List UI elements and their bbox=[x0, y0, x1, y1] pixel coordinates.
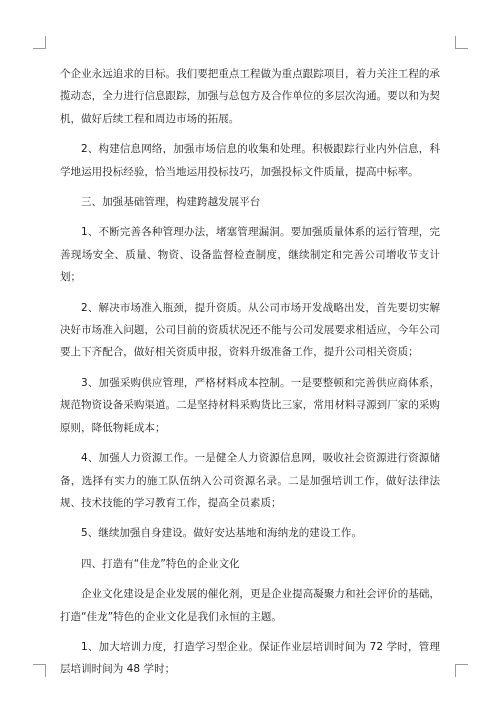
paragraph-item: 1、不断完善各种管理办法，堵塞管理漏洞。要加强质量体系的运行管理，完善现场安全、质量、物资、设备监督检查制度，继续制定和完善公司增收节支计划； bbox=[60, 226, 440, 284]
paragraph-item: 4、加强人力资源工作。一是健全人力资源信息网，吸收社会资源进行资源储备，选择有实力的施工队伍纳入公司资源名录。二是加强培训工作，做好法律法规、技术技能的学习教育工作，提高全员素质； bbox=[60, 452, 440, 509]
paragraph-item: 3、加强采购供应管理，严格材料成本控制。一是要整顿和完善供应商体系，规范物资设备采购渠道。二是坚持材料采购货比三家，常用材料寻源到厂家的采购原则，降低物耗成本； bbox=[60, 376, 440, 434]
paragraph-item: 2、解决市场准入瓶颈，提升资质。从公司市场开发战略出发，首先要切实解决好市场准入问题，公司目前的资质状况还不能与公司发展要求相适应，今年公司要上下齐配合，做好相关资质申报，资料升级准备工作，提升公司相关资质； bbox=[60, 301, 440, 359]
crop-mark-bottom-left bbox=[33, 664, 46, 677]
paragraph-continuation: 个企业永远追求的目标。我们要把重点工程做为重点跟踪项目，着力关注工程的承揽动态，全力进行信息跟踪，加强与总包方及合作单位的多层次沟通。要以和为契机，做好后续工程和周边市场的拓展。 bbox=[60, 68, 440, 125]
crop-mark-bottom-right bbox=[455, 664, 468, 677]
document-body bbox=[60, 63, 440, 689]
paragraph-item: 2、构建信息网络，加强市场信息的收集和处理。积极跟踪行业内外信息，科学地运用投标经验，恰当地运用投标技巧，加强投标文件质量，提高中标率。 bbox=[60, 143, 440, 178]
crop-mark-top-left bbox=[33, 36, 46, 49]
paragraph-item: 5、继续加强自身建设。做好安达基地和海纳龙的建设工作。 bbox=[81, 527, 363, 540]
paragraph-body: 企业文化建设是企业发展的催化剂，更是企业提高凝聚力和社会评价的基础，打造“佳龙”特色的企业文化是我们永恒的主题。 bbox=[60, 588, 440, 623]
paragraph-item: 1、加大培训力度，打造学习型企业。保证作业层培训时间为 72 学时，管理层培训时间为 48 学时； bbox=[60, 640, 440, 676]
crop-mark-top-right bbox=[455, 36, 468, 49]
section-heading: 三、加强基础管理，构建跨越发展平台 bbox=[81, 196, 261, 209]
section-heading: 四、打造有“佳龙”特色的企业文化 bbox=[81, 557, 240, 570]
